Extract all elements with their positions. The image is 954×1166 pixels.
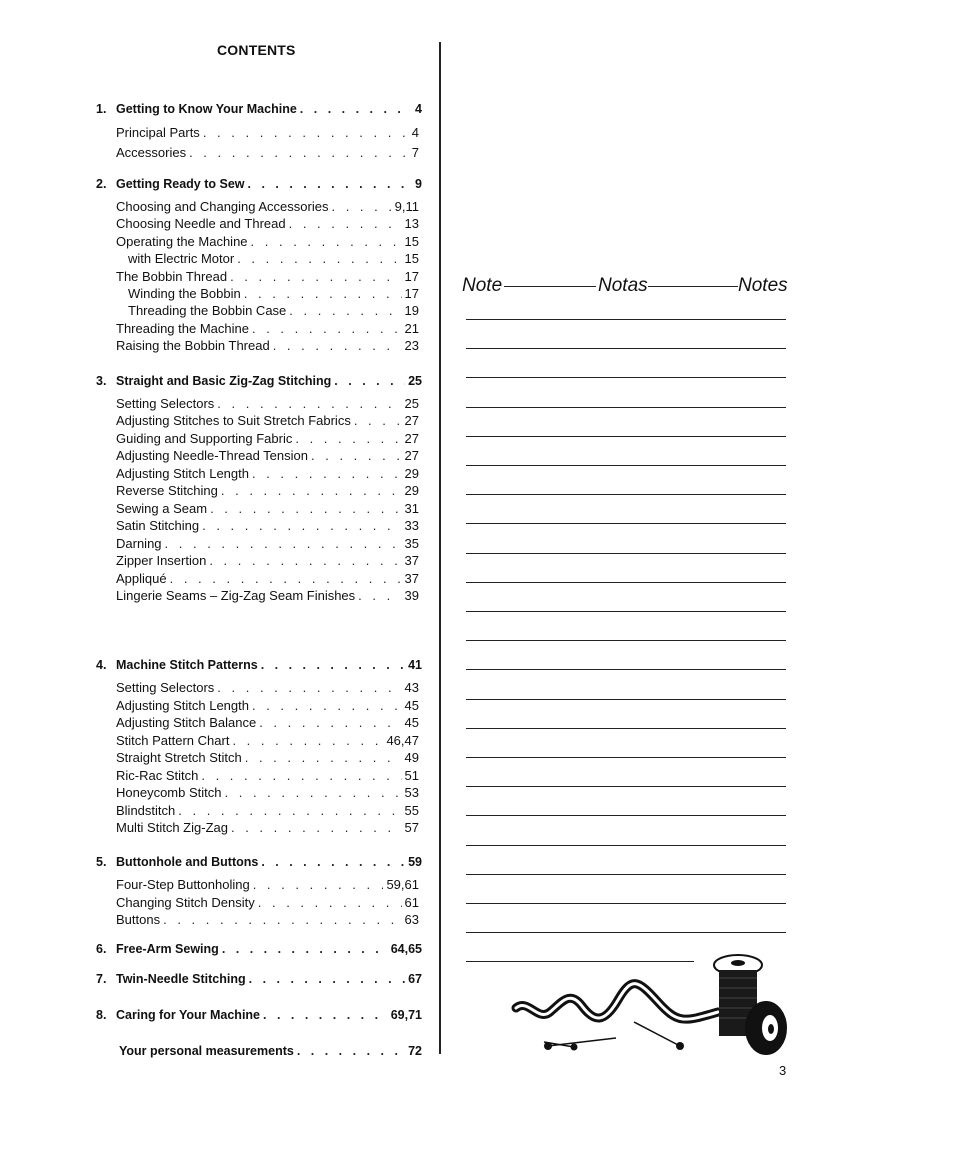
- toc-entry: [116, 803, 419, 818]
- toc-entry: [116, 125, 419, 140]
- entry-page: 17: [404, 286, 419, 301]
- toc-entry: [116, 234, 419, 249]
- leader-dots: [178, 803, 401, 818]
- entry-label: Adjusting Needle-Thread Tension: [116, 448, 308, 464]
- section-page: 4: [415, 102, 422, 116]
- leader-dots: [253, 877, 384, 892]
- toc-entry: [116, 448, 419, 463]
- entry-page: 4: [411, 125, 419, 140]
- section-number: 5.: [96, 855, 107, 869]
- leader-dots: [252, 321, 402, 336]
- leader-dots: [252, 466, 402, 481]
- note-line: [466, 640, 786, 641]
- note-line: [466, 348, 786, 349]
- entry-label: Setting Selectors: [116, 396, 215, 411]
- toc-section: [119, 1044, 422, 1058]
- note-line: [466, 553, 786, 554]
- section-title: Getting to Know Your Machine: [116, 102, 297, 116]
- entry-label: Appliqué: [116, 570, 167, 586]
- entry-page: 51: [404, 767, 419, 783]
- entry-label: Ric-Rac Stitch: [116, 767, 199, 783]
- leader-dots: [237, 251, 401, 266]
- toc-section: [96, 177, 422, 191]
- note-line: [466, 319, 786, 320]
- toc-entry: [116, 588, 419, 603]
- table-of-contents: [0, 0, 440, 1166]
- entry-page: 39: [404, 587, 419, 603]
- entry-page: 35: [404, 535, 419, 551]
- leader-dots: [170, 571, 402, 586]
- entry-label: Guiding and Supporting Fabric: [116, 430, 293, 446]
- toc-entry: [116, 396, 419, 411]
- toc-entry: [128, 286, 419, 301]
- entry-page: 53: [404, 785, 419, 800]
- entry-label: Satin Stitching: [116, 518, 200, 534]
- section-page: 59: [408, 855, 422, 869]
- toc-entry: [116, 785, 419, 800]
- entry-label: Sewing a Seam: [116, 500, 208, 516]
- leader-dots: [358, 588, 401, 603]
- toc-entry: [116, 145, 419, 160]
- toc-entry: [116, 715, 419, 730]
- leader-dots: [249, 972, 405, 986]
- section-title: Buttonhole and Buttons: [116, 855, 259, 869]
- spool-icon: [714, 955, 786, 1054]
- entry-page: 31: [404, 500, 419, 516]
- entry-page: 29: [404, 483, 419, 499]
- note-line: [466, 377, 786, 378]
- leader-dots: [251, 234, 402, 249]
- leader-dots: [354, 413, 402, 428]
- toc-entry: [116, 216, 419, 231]
- toc-entry: [116, 518, 419, 533]
- toc-entry: [116, 553, 419, 568]
- entry-page: 37: [404, 570, 419, 586]
- section-page: 64,65: [390, 942, 422, 956]
- notes-label-es: Notas: [598, 275, 648, 296]
- note-line: [466, 465, 786, 466]
- entry-label: Adjusting Stitch Length: [116, 697, 249, 713]
- note-line: [466, 757, 786, 758]
- toc-entry: [116, 680, 419, 695]
- toc-entry: [116, 269, 419, 284]
- leader-dots: [231, 820, 402, 835]
- entry-label: Stitch Pattern Chart: [116, 732, 230, 748]
- leader-dots: [230, 269, 401, 284]
- leader-dots: [252, 698, 402, 713]
- entry-page: 27: [404, 413, 419, 429]
- section-number: 1.: [96, 102, 107, 116]
- section-number: 2.: [96, 177, 107, 191]
- note-line: [466, 728, 786, 729]
- toc-entry: [116, 413, 419, 428]
- section-title: Your personal measurements: [119, 1044, 294, 1058]
- entry-label: Threading the Machine: [116, 320, 249, 336]
- section-title: Getting Ready to Sew: [116, 177, 245, 191]
- entry-page: 9,11: [394, 199, 419, 214]
- note-line: [466, 436, 786, 437]
- entry-label: Adjusting Stitch Length: [116, 465, 249, 481]
- leader-dots: [334, 374, 405, 388]
- toc-entry: [116, 431, 419, 446]
- entry-page: 61: [404, 894, 419, 910]
- entry-label: Operating the Machine: [116, 233, 248, 249]
- section-number: 6.: [96, 942, 107, 956]
- toc-entry: [128, 251, 419, 266]
- leader-dots: [225, 785, 402, 800]
- section-title: Caring for Your Machine: [116, 1008, 261, 1022]
- toc-section: [96, 658, 422, 672]
- entry-page: 63: [404, 912, 419, 927]
- entry-label: Accessories: [116, 145, 187, 160]
- entry-page: 15: [404, 233, 419, 249]
- entry-label: Choosing and Changing Accessories: [116, 199, 329, 214]
- toc-entry: [116, 895, 419, 910]
- section-title: Twin-Needle Stitching: [116, 972, 246, 986]
- toc-section: [96, 855, 422, 869]
- entry-page: 57: [404, 820, 419, 835]
- toc-entry: [116, 501, 419, 516]
- entry-page: 49: [404, 750, 419, 765]
- entry-page: 59,61: [386, 877, 419, 892]
- leader-dots: [295, 431, 401, 446]
- notes-header: [462, 275, 786, 299]
- leader-dots: [263, 1008, 388, 1022]
- entry-page: 17: [404, 268, 419, 284]
- note-line: [466, 669, 786, 670]
- toc-entry: [116, 698, 419, 713]
- entry-label: Reverse Stitching: [116, 483, 218, 499]
- entry-page: 43: [404, 680, 419, 695]
- leader-dots: [297, 1044, 405, 1058]
- section-number: 3.: [96, 374, 107, 388]
- toc-section: [96, 942, 422, 956]
- entry-page: 27: [404, 448, 419, 464]
- entry-page: 25: [404, 396, 419, 411]
- toc-entry: [128, 303, 419, 318]
- page-number: 3: [779, 1063, 787, 1078]
- leader-dots: [300, 102, 412, 116]
- entry-page: 7: [411, 145, 419, 160]
- entry-page: 15: [404, 251, 419, 267]
- entry-label: Winding the Bobbin: [128, 286, 241, 301]
- note-line: [466, 903, 786, 904]
- entry-label: Four-Step Buttonholing: [116, 877, 250, 892]
- contents-title: CONTENTS: [217, 42, 296, 58]
- section-number: 7.: [96, 972, 107, 986]
- entry-label: The Bobbin Thread: [116, 268, 228, 284]
- leader-dots: [232, 733, 383, 748]
- section-page: 69,71: [390, 1008, 422, 1022]
- entry-label: Honeycomb Stitch: [116, 785, 222, 800]
- note-line: [466, 699, 786, 700]
- entry-label: Zipper Insertion: [116, 553, 207, 569]
- leader-dots: [201, 768, 401, 783]
- section-title: Straight and Basic Zig-Zag Stitching: [116, 374, 332, 388]
- entry-label: Lingerie Seams – Zig-Zag Seam Finishes: [116, 587, 356, 603]
- section-number: 8.: [96, 1008, 107, 1022]
- entry-label: Setting Selectors: [116, 680, 215, 695]
- leader-dots: [331, 199, 391, 214]
- note-line: [466, 932, 786, 933]
- section-page: 9: [415, 177, 422, 191]
- leader-dots: [245, 750, 402, 765]
- entry-label: Changing Stitch Density: [116, 894, 255, 910]
- toc-entry: [116, 199, 419, 214]
- leader-dots: [259, 715, 401, 730]
- entry-label: Buttons: [116, 912, 161, 927]
- entry-page: 13: [404, 216, 419, 232]
- entry-label: Multi Stitch Zig-Zag: [116, 820, 228, 835]
- section-title: Free-Arm Sewing: [116, 942, 219, 956]
- entry-page: 27: [404, 430, 419, 446]
- leader-dots: [202, 518, 401, 533]
- toc-entry: [116, 733, 419, 748]
- leader-dots: [261, 658, 405, 672]
- leader-dots: [217, 680, 401, 695]
- notes-label-en: Note: [462, 275, 503, 296]
- entry-label: with Electric Motor: [128, 251, 235, 267]
- entry-label: Straight Stretch Stitch: [116, 750, 242, 765]
- toc-section: [96, 1008, 422, 1022]
- toc-section: [96, 972, 422, 986]
- leader-dots: [311, 448, 402, 463]
- leader-dots: [273, 338, 402, 353]
- toc-entry: [116, 483, 419, 498]
- entry-page: 29: [404, 465, 419, 481]
- toc-entry: [116, 877, 419, 892]
- section-title: Machine Stitch Patterns: [116, 658, 258, 672]
- leader-dots: [209, 553, 401, 568]
- toc-entry: [116, 536, 419, 551]
- toc-section: [96, 374, 422, 388]
- entry-label: Raising the Bobbin Thread: [116, 338, 270, 354]
- toc-entry: [116, 571, 419, 586]
- leader-dots: [165, 536, 402, 551]
- toc-entry: [116, 466, 419, 481]
- pins-icon: [544, 1022, 684, 1051]
- note-line: [466, 845, 786, 846]
- note-line: [466, 815, 786, 816]
- note-line: [466, 874, 786, 875]
- toc-entry: [116, 750, 419, 765]
- entry-label: Adjusting Stitch Balance: [116, 715, 257, 730]
- entry-page: 45: [404, 697, 419, 713]
- leader-dots: [244, 286, 402, 301]
- entry-page: 23: [404, 338, 419, 354]
- leader-dots: [289, 216, 402, 231]
- entry-label: Darning: [116, 535, 162, 551]
- note-line: [466, 786, 786, 787]
- section-number: 4.: [96, 658, 107, 672]
- leader-dots: [261, 855, 405, 869]
- toc-section: [96, 102, 422, 116]
- toc-entry: [116, 820, 419, 835]
- thread-spool-illustration: [508, 950, 793, 1060]
- toc-entry: [116, 912, 419, 927]
- entry-page: 19: [404, 303, 419, 319]
- note-line: [466, 582, 786, 583]
- section-page: 72: [408, 1044, 422, 1058]
- section-page: 25: [408, 374, 422, 388]
- notes-label-fr: Notes: [738, 275, 788, 296]
- note-line: [466, 494, 786, 495]
- leader-dots: [248, 177, 413, 191]
- toc-entry: [116, 768, 419, 783]
- leader-dots: [189, 145, 409, 160]
- leader-dots: [222, 942, 388, 956]
- entry-page: 46,47: [386, 732, 419, 748]
- toc-entry: [116, 338, 419, 353]
- leader-dots: [217, 396, 401, 411]
- entry-label: Adjusting Stitches to Suit Stretch Fabrics: [116, 413, 351, 429]
- entry-label: Blindstitch: [116, 802, 176, 818]
- leader-dots: [258, 895, 402, 910]
- entry-page: 21: [404, 320, 419, 336]
- entry-label: Choosing Needle and Thread: [116, 216, 286, 232]
- toc-entry: [116, 321, 419, 336]
- note-line: [466, 611, 786, 612]
- note-line: [466, 523, 786, 524]
- entry-label: Principal Parts: [116, 125, 200, 140]
- leader-dots: [289, 303, 401, 318]
- leader-dots: [163, 912, 401, 927]
- leader-dots: [221, 483, 402, 498]
- entry-page: 45: [404, 715, 419, 730]
- entry-page: 37: [404, 553, 419, 569]
- section-page: 67: [408, 972, 422, 986]
- entry-page: 55: [404, 802, 419, 818]
- entry-label: Threading the Bobbin Case: [128, 303, 287, 319]
- note-line: [466, 407, 786, 408]
- section-page: 41: [408, 658, 422, 672]
- entry-page: 33: [404, 518, 419, 534]
- leader-dots: [203, 125, 409, 140]
- leader-dots: [210, 501, 401, 516]
